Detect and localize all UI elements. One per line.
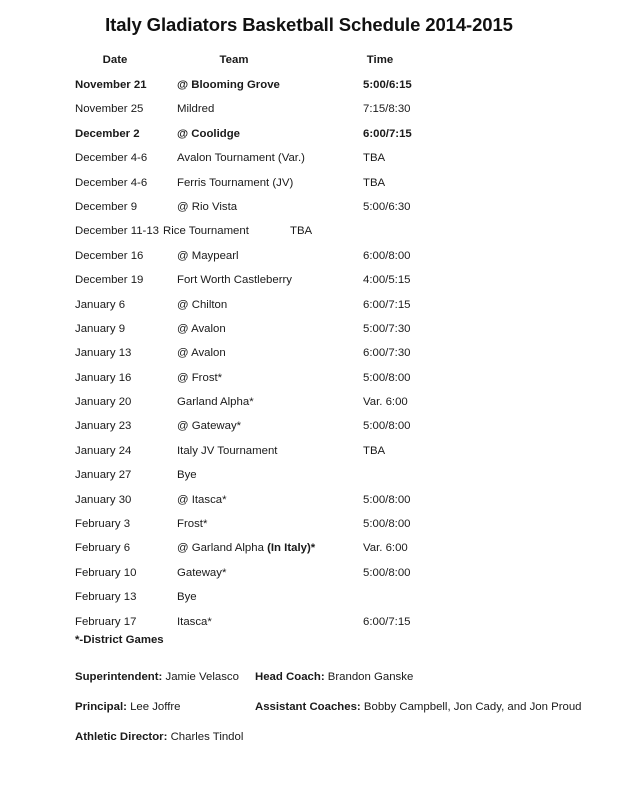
game-date: January 23 (75, 420, 132, 433)
game-date: December 11-13 (75, 225, 159, 238)
column-header-date: Date (102, 54, 128, 66)
game-team: @ Frost* (177, 371, 223, 384)
district-games-note: *-District Games (75, 634, 164, 646)
staff-person-name: Charles Tindol (167, 731, 244, 743)
game-date: January 20 (75, 396, 132, 409)
game-time: 6:00/7:15 (363, 127, 412, 140)
game-team: @ Rio Vista (177, 200, 238, 213)
game-team: Garland Alpha* (177, 396, 254, 409)
game-time: 5:00/8:00 (363, 420, 411, 433)
staff-entry-left (75, 662, 239, 692)
table-row (0, 463, 618, 487)
staff-row (0, 662, 618, 692)
schedule-table (0, 47, 618, 634)
table-row (0, 512, 618, 536)
game-time: Var. 6:00 (363, 542, 408, 555)
game-team: Italy JV Tournament (177, 444, 278, 457)
staff-role-label: Assistant Coaches: (255, 701, 361, 713)
game-time: 4:00/5:15 (363, 274, 411, 287)
game-team (177, 536, 315, 560)
game-time: TBA (290, 225, 313, 238)
staff-role-label: Principal: (75, 701, 127, 713)
staff-entry-left (75, 692, 181, 722)
table-row (0, 122, 618, 146)
game-team: @ Blooming Grove (177, 79, 280, 91)
table-row (0, 536, 618, 560)
staff-entry-left (75, 722, 243, 752)
staff-directory (0, 662, 618, 752)
game-team: @ Avalon (177, 322, 226, 335)
table-row (0, 293, 618, 317)
game-date: February 10 (75, 566, 137, 579)
table-row (0, 268, 618, 292)
game-team: @ Maypearl (177, 249, 239, 262)
staff-role-label: Athletic Director: (75, 731, 168, 743)
table-row (0, 195, 618, 219)
game-time: 5:00/8:00 (363, 493, 411, 506)
game-date: November 25 (75, 103, 144, 116)
game-time: 7:15/8:30 (363, 103, 411, 116)
game-team: Itasca* (177, 615, 212, 628)
game-time: 6:00/8:00 (363, 249, 411, 262)
game-time: TBA (363, 176, 386, 189)
game-team: Mildred (177, 103, 215, 116)
staff-role-label: Head Coach: (255, 671, 325, 683)
game-date: January 6 (75, 298, 126, 311)
game-team: Ferris Tournament (JV) (177, 176, 294, 189)
game-date: December 2 (75, 127, 140, 140)
table-row (0, 244, 618, 268)
staff-role-label: Superintendent: (75, 671, 163, 683)
game-team-part: (In Italy)* (267, 542, 316, 555)
table-row (0, 146, 618, 170)
staff-person-name: Brandon Ganske (324, 671, 414, 683)
game-date: December 4-6 (75, 176, 148, 189)
game-time: TBA (363, 444, 386, 457)
game-team: @ Chilton (177, 298, 228, 311)
game-date-team-inline (75, 219, 249, 243)
table-row (0, 488, 618, 512)
table-row (0, 341, 618, 365)
staff-person-name: Bobby Campbell, Jon Cady, and Jon Proud (360, 701, 582, 713)
game-team: @ Coolidge (177, 127, 240, 140)
game-date: February 3 (75, 518, 131, 531)
staff-row (0, 692, 618, 722)
game-date: December 9 (75, 200, 138, 213)
game-team: Avalon Tournament (Var.) (177, 152, 305, 165)
game-team: Frost* (177, 518, 208, 531)
column-header-team: Team (219, 54, 249, 66)
game-team: Fort Worth Castleberry (177, 274, 292, 287)
game-date: January 9 (75, 322, 126, 335)
game-time: TBA (363, 152, 386, 165)
game-time: 5:00/7:30 (363, 322, 411, 335)
game-date: December 19 (75, 274, 144, 287)
game-team: @ Gateway* (177, 420, 242, 433)
game-time: 5:00/8:00 (363, 566, 411, 579)
game-date: January 27 (75, 469, 132, 482)
game-date: January 13 (75, 347, 132, 360)
game-date: December 16 (75, 249, 144, 262)
game-time: 5:00/8:00 (363, 518, 411, 531)
game-team: Bye (177, 469, 197, 482)
table-row (0, 561, 618, 585)
table-row (0, 317, 618, 341)
table-row (0, 171, 618, 195)
game-time: 6:00/7:30 (363, 347, 411, 360)
staff-person-name: Jamie Velasco (162, 671, 239, 683)
game-team: Bye (177, 591, 197, 604)
table-row (0, 219, 618, 243)
staff-row (0, 722, 618, 752)
table-header-row (0, 47, 618, 73)
game-team-part: @ Garland Alpha (177, 542, 268, 555)
game-date: January 24 (75, 444, 132, 457)
table-row (0, 585, 618, 609)
game-date: February 6 (75, 542, 131, 555)
game-time: 5:00/8:00 (363, 371, 411, 384)
table-row (0, 439, 618, 463)
game-date: February 17 (75, 615, 137, 628)
game-time: 6:00/7:15 (363, 615, 411, 628)
game-time: Var. 6:00 (363, 396, 408, 409)
table-row (0, 97, 618, 121)
game-time: 5:00/6:30 (363, 200, 411, 213)
game-team: @ Avalon (177, 347, 226, 360)
staff-person-name: Lee Joffre (126, 701, 181, 713)
table-row (0, 366, 618, 390)
table-row (0, 73, 618, 97)
table-row (0, 390, 618, 414)
table-row (0, 414, 618, 438)
staff-entry-right (255, 662, 413, 692)
page-title: Italy Gladiators Basketball Schedule 2014-2015 (105, 14, 513, 35)
game-date: December 4-6 (75, 152, 148, 165)
game-date: January 30 (75, 493, 132, 506)
game-date: February 13 (75, 591, 137, 604)
staff-entry-right (255, 692, 582, 722)
game-date: November 21 (75, 79, 147, 91)
game-time: 5:00/6:15 (363, 79, 412, 91)
game-date: January 16 (75, 371, 132, 384)
game-time: 6:00/7:15 (363, 298, 411, 311)
game-team: @ Itasca* (177, 493, 227, 506)
game-team: Gateway* (177, 566, 227, 579)
table-row (0, 610, 618, 634)
game-team: Rice Tournament (163, 225, 249, 238)
column-header-time: Time (366, 54, 394, 66)
